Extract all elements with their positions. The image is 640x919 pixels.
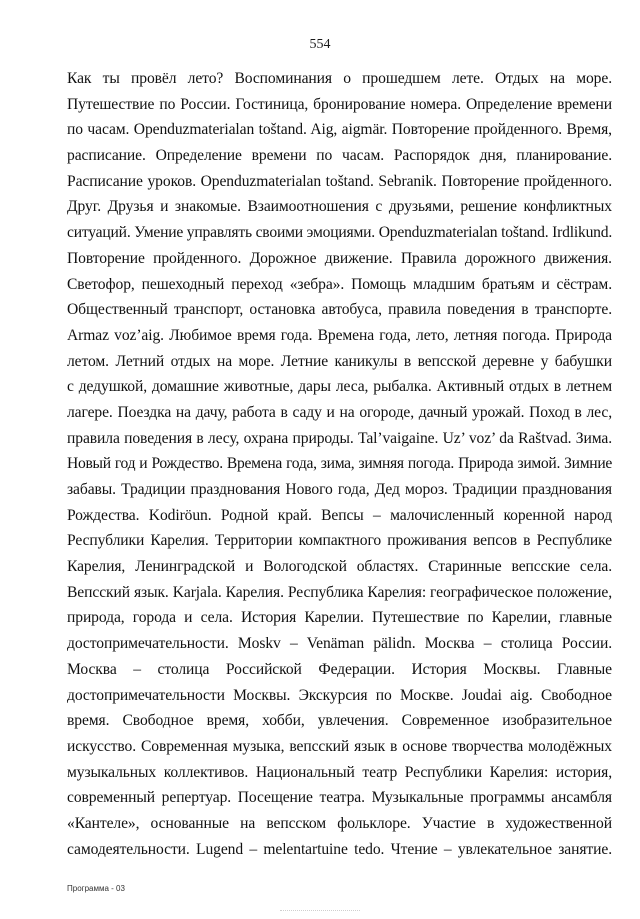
text-line: забавы. Традиции празднования Нового года, Дед мороз. Традиции празднования	[67, 481, 612, 498]
text-line: достопримечательности. Moskv – Venäman pälidn. Москва – столица России.	[67, 635, 612, 653]
text-line: Светофор, пешеходный переход «зебра». Помощь младшим братьям и сёстрам.	[67, 275, 612, 293]
text-line: Республики Карелия. Территории компактного проживания вепсов в Республике	[67, 532, 612, 550]
text-line: время. Свободное время, хобби, увлечения. Современное изобразительное	[67, 712, 612, 730]
text-line: Armaz voz’aig. Любимое время года. Времена года, лето, летняя погода. Природа	[67, 326, 612, 344]
text-line: расписание. Определение времени по часам. Распорядок дня, планирование.	[67, 147, 612, 165]
text-line: летом. Летний отдых на море. Летние каникулы в вепсской деревне у бабушки	[67, 352, 612, 370]
text-line: Вепсский язык. Karjala. Карелия. Республика Карелия: географическое положение,	[67, 583, 612, 601]
text-line: ситуаций. Умение управлять своими эмоциями. Openduzmaterialan toštand. Irdlikund.	[67, 224, 613, 242]
scan-artifact	[280, 910, 360, 912]
text-line: Как ты провёл лето? Воспоминания о прошедшем лете. Отдых на море.	[67, 70, 612, 87]
text-line: Москва – столица Российской Федерации. История Москвы. Главные	[67, 660, 612, 678]
text-line: Карелия, Ленинградской и Вологодской областях. Старинные вепсские села.	[67, 558, 612, 576]
text-line: Путешествие по России. Гостиница, бронирование номера. Определение времени	[67, 95, 612, 113]
text-line: природа, города и села. История Карелии. Путешествие по Карелии, главные	[67, 609, 612, 627]
text-line: Общественный транспорт, остановка автобуса, правила поведения в транспорте.	[67, 301, 612, 319]
text-line: правила поведения в лесу, охрана природы. Tal’vaigaine. Uz’ voz’ da Raštvad. Зима.	[67, 429, 612, 447]
text-line: достопримечательности Москвы. Экскурсия по Москве. Joudai aig. Свободное	[67, 686, 612, 704]
text-line: Друг. Друзья и знакомые. Взаимоотношения с друзьями, решение конфликтных	[67, 198, 612, 216]
text-line: современный репертуар. Посещение театра. Музыкальные программы ансамбля	[67, 789, 612, 807]
text-line: лагере. Поездка на дачу, работа в саду и на огороде, дачный урожай. Поход в лес,	[67, 403, 612, 421]
text-line: по часам. Openduzmaterialan toštand. Aig, aigmär. Повторение пройденного. Время,	[67, 121, 612, 139]
text-line: «Кантеле», основанные на вепсском фольклоре. Участие в художественной	[67, 814, 612, 832]
text-line: искусство. Современная музыка, вепсский язык в основе творчества молодёжных	[67, 737, 612, 755]
footer-label: Программа - 03	[67, 884, 125, 893]
page-number: 554	[309, 37, 331, 52]
text-line: Повторение пройденного. Дорожное движение. Правила дорожного движения.	[67, 249, 612, 267]
text-line: Новый год и Рождество. Времена года, зима, зимняя погода. Природа зимой. Зимние	[67, 455, 612, 473]
text-line: самодеятельности. Lugend – melentartuine tedo. Чтение – увлекательное занятие.	[67, 840, 612, 858]
text-line: музыкальных коллективов. Национальный театр Республики Карелия: история,	[67, 763, 612, 781]
text-line: с дедушкой, домашние животные, дары леса, рыбалка. Активный отдых в летнем	[67, 378, 612, 396]
text-line: Расписание уроков. Openduzmaterialan toštand. Sebranik. Повторение пройденного.	[67, 172, 612, 190]
text-line: Рождества. Kodiröun. Родной край. Вепсы – малочисленный коренной народ	[67, 506, 612, 524]
curriculum-text	[67, 66, 612, 862]
